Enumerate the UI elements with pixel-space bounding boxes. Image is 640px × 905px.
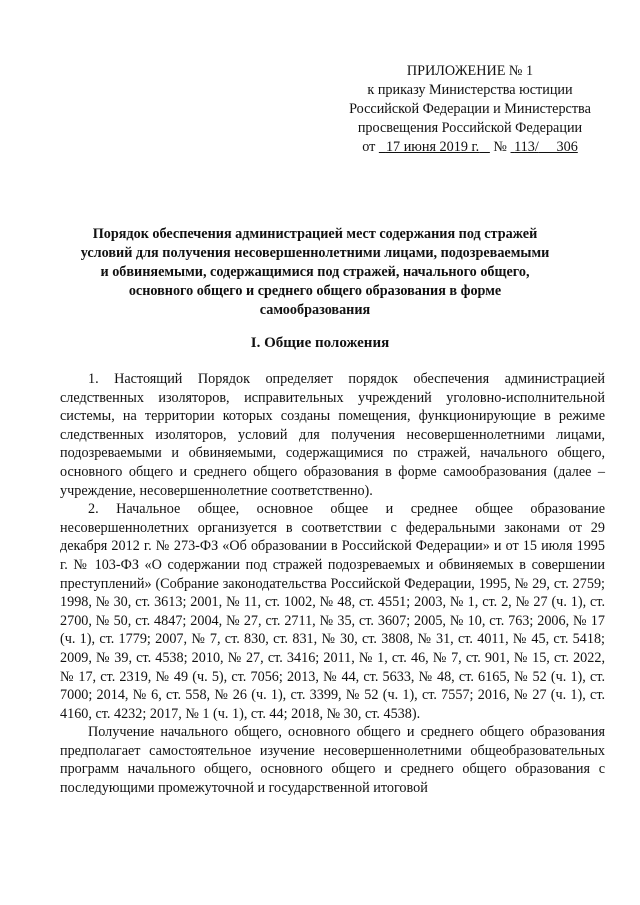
appendix-heading: ПРИЛОЖЕНИЕ № 1: [406, 63, 534, 79]
appendix-line-2: Российской Федерации и Министерства: [349, 101, 591, 117]
appendix-header: [330, 62, 610, 157]
document-title: Порядок обеспечения администрацией мест содержания под стражей условий для получения несовершеннолетними лицами, подозреваемыми и обвиняемыми, содержащимися под стражей, начального общего, основного общего и среднего общего образования в форме самообразования: [80, 226, 550, 318]
body-text: [60, 370, 605, 798]
paragraph-2: 2. Начальное общее, основное общее и среднее общее образование несовершеннолетних организуется в соответствии с федеральными законами от 29 декабря 2012 г. № 273-ФЗ «Об образовании в Российской Федерации» и от 15 июля 1995 г. № 103-ФЗ «О содержании под стражей подозреваемых и обвиняемых в совершении преступлений» (Собрание законодательства Российской Федерации, 1995, № 29, ст. 2759; 1998, № 30, ст. 3613; 2001, № 11, ст. 1002, № 48, ст. 4551; 2003, № 1, ст. 2, № 27 (ч. 1), ст. 2700, № 50, ст. 4847; 2004, № 27, ст. 2711, № 35, ст. 3607; 2005, № 10, ст. 763; 2006, № 17 (ч. 1), ст. 1779; 2007, № 7, ст. 830, ст. 831, № 30, ст. 3808, № 31, ст. 4011, № 45, ст. 5418; 2009, № 39, ст. 4538; 2010, № 27, ст. 3416; 2011, № 1, ст. 46, № 7, ст. 901, № 15, ст. 2022, № 17, ст. 2319, № 49 (ч. 5), ст. 7056; 2013, № 44, ст. 5633, № 48, ст. 6165, № 52 (ч. 1), ст. 7000; 2014, № 6, ст. 558, № 26 (ч. 1), ст. 3399, № 52 (ч. 1), ст. 7557; 2016, № 27 (ч. 1), ст. 4160, ст. 4232; 2017, № 1 (ч. 1), ст. 44; 2018, № 30, ст. 4538).: [60, 501, 605, 722]
number-prefix: №: [493, 139, 507, 155]
date-prefix: от: [362, 139, 376, 155]
paragraph-1: 1. Настоящий Порядок определяет порядок обеспечения администрацией следственных изоляторов, исправительных учреждений уголовно-исполнительной системы, на территории которых созданы помещения, функционирующие в режиме следственных изоляторов, условий для получения несовершеннолетними лицами, подозреваемыми и обвиняемыми, содержащимися по стражей, начального общего, основного общего и среднего общего образования в форме самообразования (далее – учреждение, несовершеннолетние соответственно).: [60, 371, 605, 499]
order-date: 17 июня 2019 г.: [385, 139, 480, 155]
appendix-date-line: [330, 138, 610, 157]
appendix-line-3: просвещения Российской Федерации: [357, 120, 583, 136]
order-number: 113/ 306: [514, 139, 578, 155]
appendix-line-1: к приказу Министерства юстиции: [367, 82, 573, 98]
paragraph-3: Получение начального общего, основного общего и среднего общего образования предполагает самостоятельное изучение несовершеннолетними общеобразовательных программ начального общего, основного общего и среднего общего образования с последующими промежуточной и государственной итоговой: [60, 724, 605, 797]
section-heading: I. Общие положения: [250, 335, 390, 351]
